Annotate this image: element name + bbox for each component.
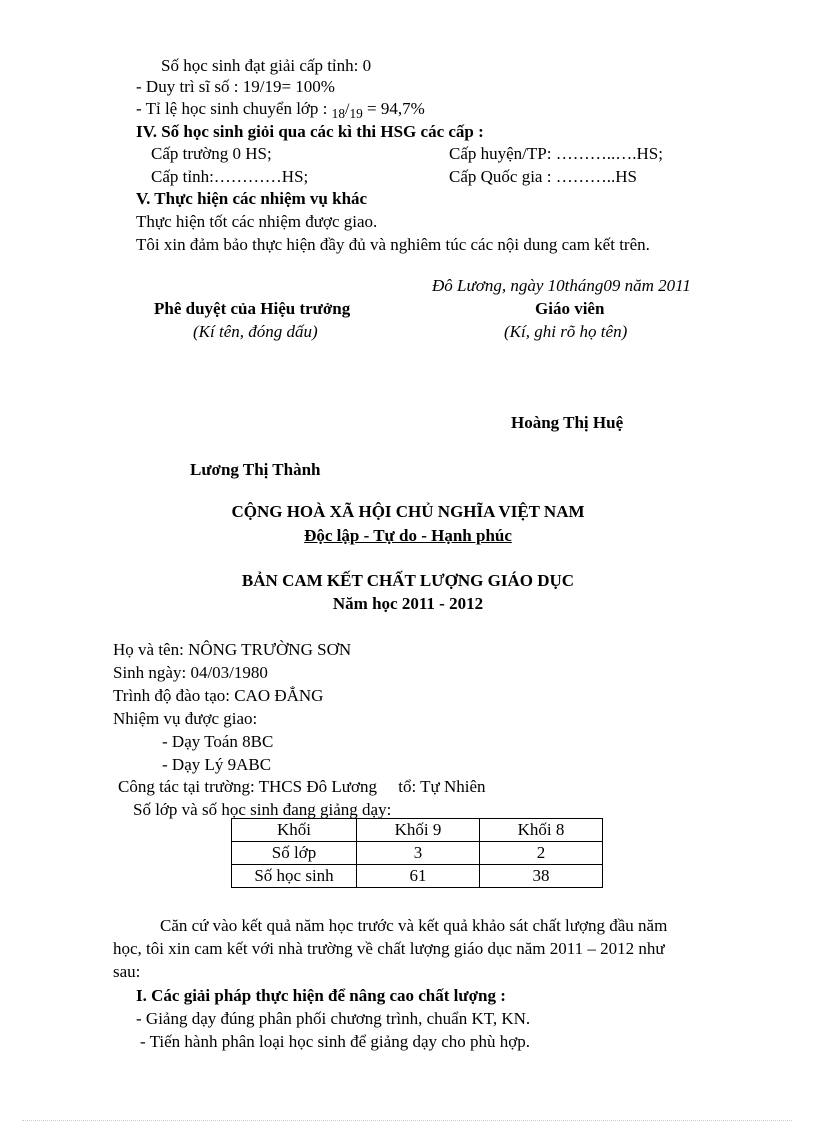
section5-title: V. Thực hiện các nhiệm vụ khác	[136, 189, 368, 208]
motto	[0, 526, 816, 546]
commitment-paragraph-line: Căn cứ vào kết quả năm học trước và kết quả khảo sát chất lượng đầu năm	[160, 916, 668, 935]
teacher-full-name: Họ và tên: NÔNG TRƯỜNG SƠN	[113, 640, 352, 659]
task-line: Thực hiện tốt các nhiệm được giao.	[136, 212, 378, 231]
commitment-paragraph-line: học, tôi xin cam kết với nhà trường về chất lượng giáo dục năm 2011 – 2012 như	[113, 939, 665, 958]
table-header-cell: Khối 9	[357, 819, 480, 842]
duty-item: - Dạy Toán 8BC	[162, 732, 274, 751]
promotion-prefix: - Tỉ lệ học sinh chuyển lớp :	[136, 99, 328, 118]
school-year: Năm học 2011 - 2012	[332, 594, 484, 613]
province-level-count: Cấp tỉnh:…………HS;	[151, 167, 309, 186]
school-level-count: Cấp trường 0 HS;	[151, 144, 272, 163]
principal-approval-title: Phê duyệt của Hiệu trưởng	[154, 299, 351, 318]
promotion-line	[136, 99, 425, 124]
table-cell: Số lớp	[232, 842, 357, 865]
teacher-signature-note: (Kí, ghi rõ họ tên)	[504, 322, 628, 341]
table-row	[232, 842, 603, 865]
table-cell: 3	[357, 842, 480, 865]
commitment-paragraph-line: sau:	[113, 962, 141, 981]
table-cell: 61	[357, 865, 480, 888]
country-header: CỘNG HOÀ XÃ HỘI CHỦ NGHĨA VIỆT NAM	[231, 502, 585, 521]
provincial-awards-line: Số học sinh đạt giải cấp tỉnh: 0	[161, 56, 372, 75]
table-row	[232, 865, 603, 888]
promotion-fraction: $_{18}/_{19}$	[331, 101, 363, 122]
table-header-cell: Khối 8	[480, 819, 603, 842]
motto-text: Độc lập - Tự do - Hạnh phúc	[304, 526, 512, 545]
national-level-count: Cấp Quốc gia : ………..HS	[449, 167, 637, 186]
place-date: Đô Lương, ngày 10tháng09 năm 2011	[432, 276, 691, 295]
commitment-line: Tôi xin đảm bảo thực hiện đầy đủ và nghiêm túc các nội dung cam kết trên.	[136, 235, 650, 254]
solution-item: - Tiến hành phân loại học sinh để giảng dạy cho phù hợp.	[140, 1032, 531, 1051]
table-header-row	[232, 819, 603, 842]
table-cell: 2	[480, 842, 603, 865]
classes-label: Số lớp và số học sinh đang giảng dạy:	[133, 800, 392, 819]
district-level-count: Cấp huyện/TP: ………..….HS;	[449, 144, 663, 163]
promotion-denominator: 19	[349, 106, 363, 122]
document-title: BẢN CAM KẾT CHẤT LƯỢNG GIÁO DỤC	[241, 571, 575, 590]
table-cell: 38	[480, 865, 603, 888]
duty-item: - Dạy Lý 9ABC	[162, 755, 272, 774]
page-bottom-divider	[22, 1120, 792, 1121]
section1-title: I. Các giải pháp thực hiện để nâng cao chất lượng :	[136, 986, 506, 1005]
table-header-cell: Khối	[232, 819, 357, 842]
table-cell: Số học sinh	[232, 865, 357, 888]
principal-signature-note: (Kí tên, đóng dấu)	[193, 322, 318, 341]
promotion-result: = 94,7%	[367, 99, 425, 118]
class-table	[231, 818, 603, 888]
birth-date: Sinh ngày: 04/03/1980	[113, 663, 268, 682]
training-level: Trình độ đào tạo: CAO ĐẲNG	[113, 686, 324, 705]
section4-title: IV. Số học sinh giỏi qua các kì thi HSG các cấp :	[136, 122, 484, 141]
solution-item: - Giảng dạy đúng phân phối chương trình, chuẩn KT, KN.	[136, 1009, 531, 1028]
principal-name: Lương Thị Thành	[190, 460, 321, 479]
retention-line: - Duy trì sĩ số : 19/19= 100%	[136, 77, 335, 96]
teacher-title: Giáo viên	[535, 299, 605, 318]
teacher-name: Hoàng Thị Huệ	[511, 413, 624, 432]
workplace: Công tác tại trường: THCS Đô Lương tổ: Tự Nhiên	[118, 777, 486, 796]
duties-label: Nhiệm vụ được giao:	[113, 709, 258, 728]
promotion-numerator: 18	[331, 106, 345, 122]
